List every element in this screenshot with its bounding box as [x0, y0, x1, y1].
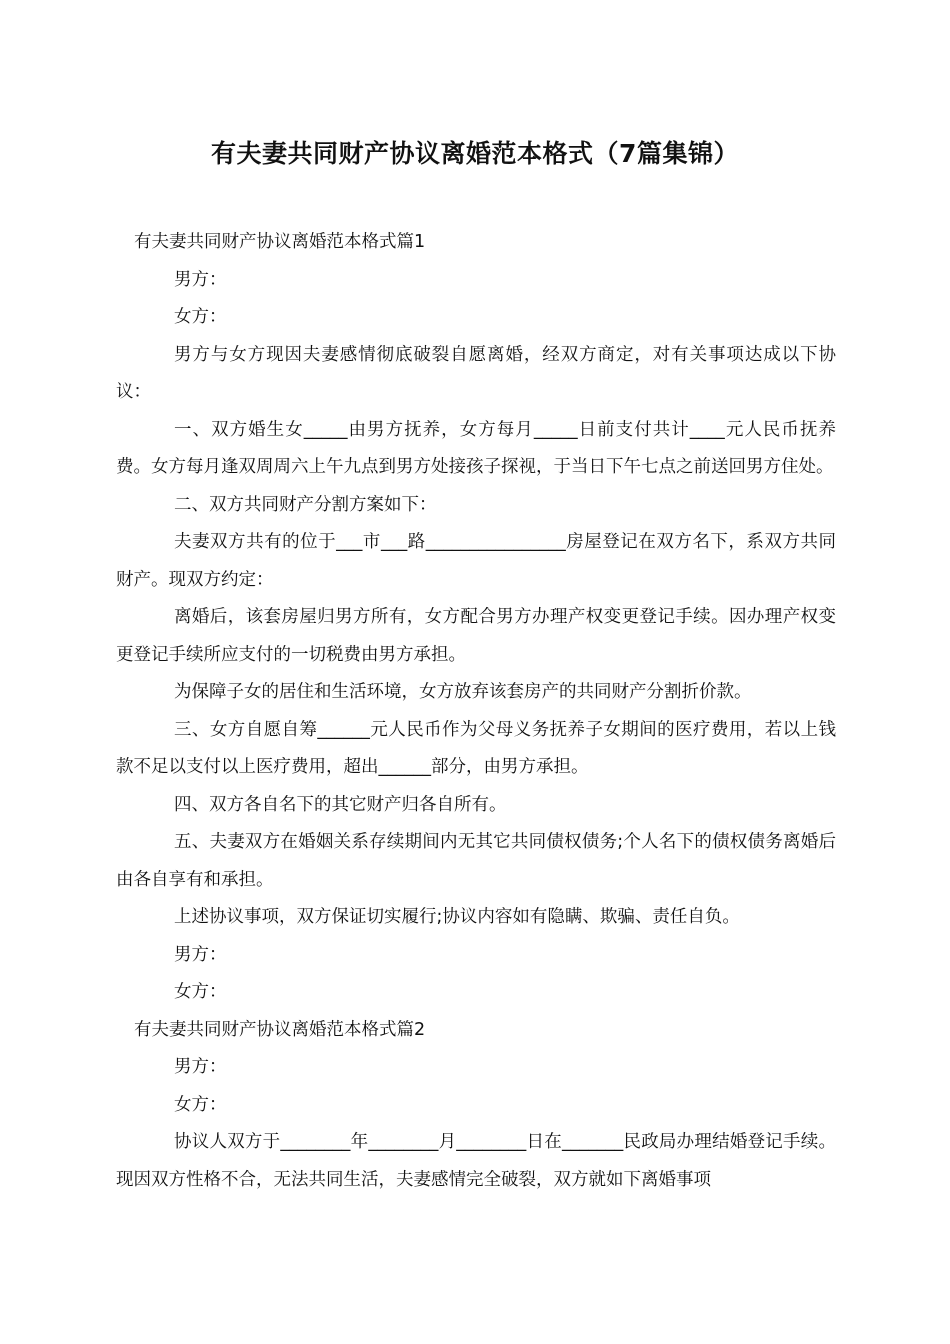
- party-line: 男方：: [174, 1057, 227, 1077]
- section-heading: 有夫妻共同财产协议离婚范本格式篇1: [134, 232, 426, 252]
- clause-paragraph: 四、双方各自名下的其它财产归各自所有。: [174, 794, 507, 815]
- clause-paragraph: 一、双方婚生女_____由男方抚养，女方每月_____日前支付共计____元人民币抚养费。女方每月逢双周周六上午九点到男方处接孩子探视，于当日下午七点之前送回男方住处。: [116, 419, 836, 477]
- body-paragraph: 离婚后，该套房屋归男方所有，女方配合男方办理产权变更登记手续。因办理产权变更登记手续所应支付的一切税费由男方承担。: [116, 607, 836, 665]
- body-paragraph: 夫妻双方共有的位于___市___路________________房屋登记在双方名下，系双方共同财产。现双方约定：: [116, 532, 836, 590]
- document-body: [116, 224, 836, 1199]
- body-paragraph: 为保障子女的居住和生活环境，女方放弃该套房产的共同财产分割折价款。: [174, 682, 752, 702]
- section-heading: 有夫妻共同财产协议离婚范本格式篇2: [134, 1019, 426, 1040]
- body-paragraph: 男方与女方现因夫妻感情彻底破裂自愿离婚，经双方商定，对有关事项达成以下协议：: [116, 344, 836, 402]
- body-paragraph: 协议人双方于________年________月________日在_______民政局办理结婚登记手续。现因双方性格不合，无法共同生活，夫妻感情完全破裂，双方就如下离婚事项: [116, 1132, 836, 1190]
- party-line: 女方：: [174, 982, 227, 1002]
- clause-paragraph: 二、双方共同财产分割方案如下：: [174, 494, 437, 515]
- party-line: 女方：: [174, 1094, 227, 1115]
- party-line: 男方：: [174, 269, 227, 290]
- document-title: 有夫妻共同财产协议离婚范本格式（7篇集锦）: [211, 139, 739, 168]
- body-paragraph: 上述协议事项，双方保证切实履行;协议内容如有隐瞒、欺骗、责任自负。: [174, 907, 740, 927]
- party-line: 男方：: [174, 944, 227, 965]
- party-line: 女方：: [174, 307, 227, 327]
- clause-paragraph: 三、女方自愿自筹______元人民币作为父母义务抚养子女期间的医疗费用，若以上钱款不足以支付以上医疗费用，超出______部分，由男方承担。: [116, 719, 836, 777]
- clause-paragraph: 五、夫妻双方在婚姻关系存续期间内无其它共同债权债务;个人名下的债权债务离婚后由各自享有和承担。: [116, 832, 836, 890]
